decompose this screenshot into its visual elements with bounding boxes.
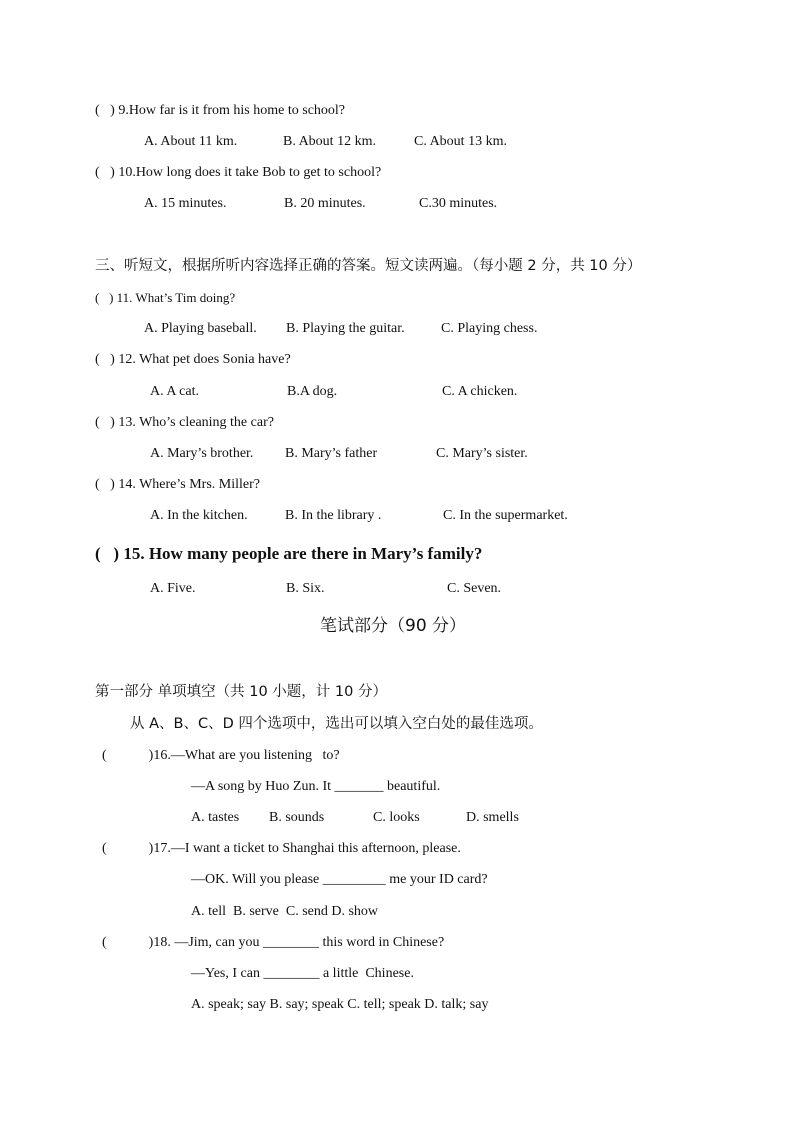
- q9-option-b: B. About 12 km.: [283, 134, 376, 149]
- part-1-heading: 第一部分 单项填空（共 10 小题，计 10 分）: [95, 684, 387, 700]
- q10-option-c: C.30 minutes.: [419, 196, 498, 211]
- q15-option-b: B. Six.: [286, 581, 325, 596]
- q11-option-c: C. Playing chess.: [441, 321, 538, 336]
- question-13: ( ) 13. Who’s cleaning the car?: [95, 415, 274, 430]
- q14-option-b: B. In the library .: [285, 508, 382, 523]
- q12-option-a: A. A cat.: [150, 384, 199, 399]
- q17-options: A. tell B. serve C. send D. show: [191, 904, 379, 919]
- section-3-heading: 三、听短文，根据所听内容选择正确的答案。短文读两遍。（每小题 2 分，共 10 分）: [95, 258, 642, 274]
- question-16: ( )16.—What are you listening to?: [102, 748, 340, 763]
- q9-option-c: C. About 13 km.: [414, 134, 507, 149]
- question-10: ( ) 10.How long does it take Bob to get to school?: [95, 165, 382, 180]
- q14-option-a: A. In the kitchen.: [150, 508, 248, 523]
- question-17: ( )17.—I want a ticket to Shanghai this afternoon, please.: [102, 841, 461, 856]
- written-part-title: 笔试部分（90 分）: [320, 616, 467, 636]
- question-11: ( ) 11. What’s Tim doing?: [95, 290, 236, 305]
- q16-option-a: A. tastes: [191, 810, 240, 825]
- q11-option-a: A. Playing baseball.: [144, 321, 257, 336]
- question-15: ( ) 15. How many people are there in Mary’s family?: [95, 544, 483, 563]
- question-18: ( )18. —Jim, can you ________ this word in Chinese?: [102, 935, 445, 950]
- q9-option-a: A. About 11 km.: [144, 134, 238, 149]
- q17-reply: —OK. Will you please _________ me your ID card?: [191, 872, 488, 887]
- q18-options: A. speak; say B. say; speak C. tell; speak D. talk; say: [191, 997, 489, 1012]
- q14-option-c: C. In the supermarket.: [443, 508, 568, 523]
- question-14: ( ) 14. Where’s Mrs. Miller?: [95, 477, 260, 492]
- q18-reply: —Yes, I can ________ a little Chinese.: [191, 966, 414, 981]
- q13-option-b: B. Mary’s father: [285, 446, 378, 461]
- q10-option-a: A. 15 minutes.: [144, 196, 227, 211]
- q16-reply: —A song by Huo Zun. It _______ beautiful.: [191, 779, 441, 794]
- q12-option-b: B.A dog.: [287, 384, 338, 399]
- q12-option-c: C. A chicken.: [442, 384, 518, 399]
- q15-option-a: A. Five.: [150, 581, 196, 596]
- q11-option-b: B. Playing the guitar.: [286, 321, 405, 336]
- part-1-instruction: 从 A、B、C、D 四个选项中，选出可以填入空白处的最佳选项。: [130, 716, 543, 732]
- q16-option-b: B. sounds: [269, 810, 325, 825]
- q15-option-c: C. Seven.: [447, 581, 502, 596]
- question-12: ( ) 12. What pet does Sonia have?: [95, 352, 291, 367]
- q16-option-d: D. smells: [466, 810, 519, 825]
- q10-option-b: B. 20 minutes.: [284, 196, 366, 211]
- q13-option-c: C. Mary’s sister.: [436, 446, 528, 461]
- question-9: ( ) 9.How far is it from his home to school?: [95, 103, 346, 118]
- q13-option-a: A. Mary’s brother.: [150, 446, 254, 461]
- q16-option-c: C. looks: [373, 810, 420, 825]
